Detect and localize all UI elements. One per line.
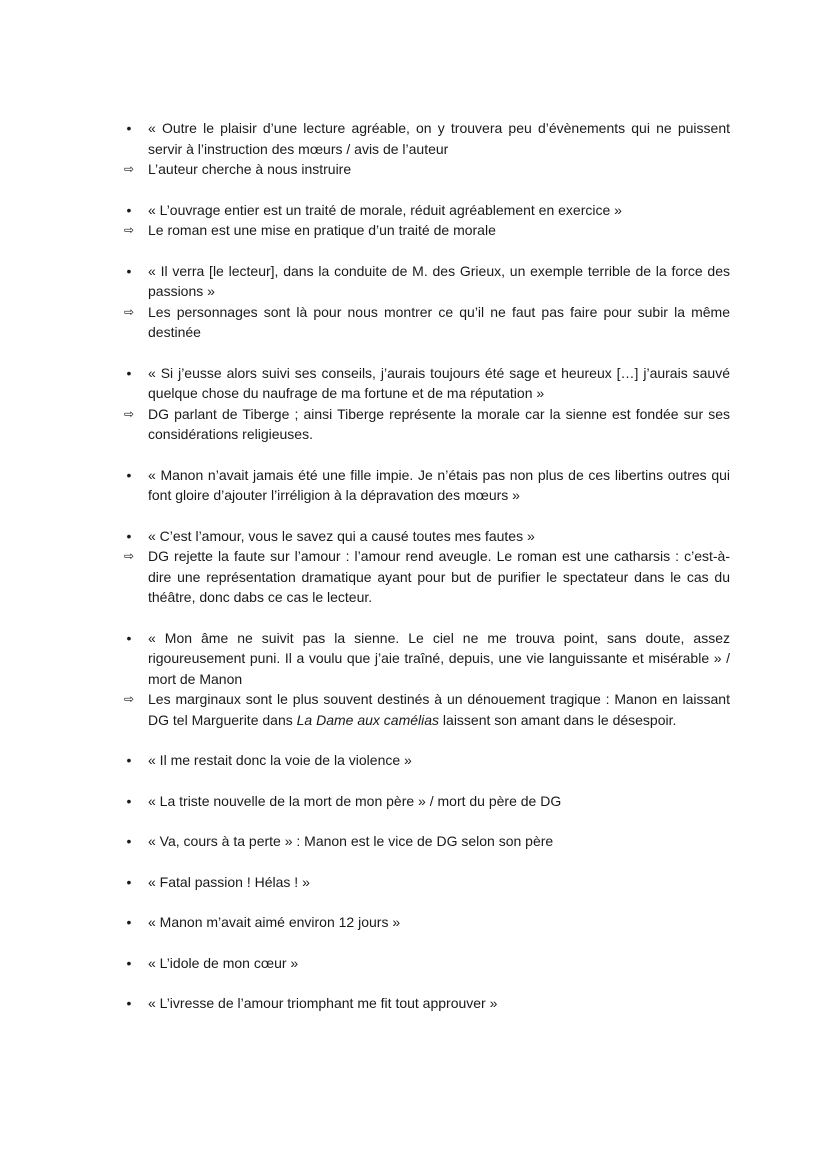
bullet-icon: • xyxy=(126,995,132,1011)
bullet-icon: • xyxy=(126,833,132,849)
comment-text-after: laissent son amant dans le désespoir. xyxy=(439,711,677,728)
arrow-right-icon: ⇨ xyxy=(123,162,135,176)
quote-line xyxy=(118,261,730,302)
arrow-right-icon: ⇨ xyxy=(123,406,135,421)
quote-text: « Manon n’avait jamais été une fille impie. Je n’étais pas non plus de ces libertins outres qui font gloire d’ajouter l’irréligion à la dépravation des mœurs » xyxy=(148,466,730,503)
note-group-13 xyxy=(118,953,730,974)
note-group-14 xyxy=(118,993,730,1014)
note-group-8 xyxy=(118,750,730,771)
quote-text: « L’idole de mon cœur » xyxy=(148,954,299,971)
comment-text-before: Les marginaux sont le plus souvent destinés à un dénouement tragique : Manon en laissant DG tel Marguerite dans xyxy=(148,691,730,728)
note-group-11 xyxy=(118,872,730,893)
quote-text: « Outre le plaisir d’une lecture agréable, on y trouvera peu d’évènements qui ne puissent servir à l’instruction des mœurs / avis de l’auteur xyxy=(148,120,730,157)
note-group-6 xyxy=(118,526,730,608)
quote-line xyxy=(118,118,730,159)
quote-text: « Fatal passion ! Hélas ! » xyxy=(148,873,310,890)
quote-text: « Manon m’avait aimé environ 12 jours » xyxy=(148,914,401,930)
note-group-2 xyxy=(118,200,730,241)
book-title: La Dame aux camélias xyxy=(296,711,440,728)
quote-line xyxy=(118,628,730,690)
bullet-icon: • xyxy=(126,466,132,483)
comment-line xyxy=(118,302,730,343)
notes-list xyxy=(118,118,730,1034)
bullet-icon: • xyxy=(126,262,132,279)
note-group-3 xyxy=(118,261,730,343)
note-group-5 xyxy=(118,465,730,506)
quote-text: « L’ouvrage entier est un traité de morale, réduit agréablement en exercice » xyxy=(148,201,622,218)
quote-text: « Il verra [le lecteur], dans la conduite de M. des Grieux, un exemple terrible de la force des passions » xyxy=(148,262,730,299)
quote-line xyxy=(118,526,730,547)
quote-line xyxy=(118,912,730,933)
comment-line xyxy=(118,546,730,608)
quote-text: « C’est l’amour, vous le savez qui a causé toutes mes fautes » xyxy=(148,527,535,544)
quote-line xyxy=(118,200,730,221)
comment-text: Les personnages sont là pour nous montrer ce qu’il ne faut pas faire pour subir la même destinée xyxy=(148,303,730,340)
note-group-12 xyxy=(118,912,730,933)
quote-line xyxy=(118,953,730,974)
comment-text xyxy=(148,691,730,728)
bullet-icon: • xyxy=(126,954,132,971)
bullet-icon: • xyxy=(126,527,132,544)
comment-text: DG rejette la faute sur l’amour : l’amour rend aveugle. Le roman est une catharsis : c’est-à-dire une représentation dramatique ayant pour but de purifier le spectateur dans le cas du théâtre, donc dabs ce cas le lecteur. xyxy=(148,548,730,605)
arrow-right-icon: ⇨ xyxy=(123,692,135,706)
quote-text: « Mon âme ne suivit pas la sienne. Le ciel ne me trouva point, sans doute, assez rigoureusement puni. Il a voulu que j’aie traîné, depuis, une vie languissante et misérable » / mort de Manon xyxy=(148,629,730,687)
quote-line xyxy=(118,750,730,771)
comment-line xyxy=(118,159,730,180)
quote-line xyxy=(118,872,730,893)
quote-text: « L’ivresse de l’amour triomphant me fit tout approuver » xyxy=(148,995,498,1011)
bullet-icon: • xyxy=(126,364,132,381)
quote-text: « Si j’eusse alors suivi ses conseils, j’aurais toujours été sage et heureux […] j’aurais sauvé quelque chose du naufrage de ma fortune et de ma réputation » xyxy=(148,364,730,401)
quote-line xyxy=(118,831,730,852)
comment-text: Le roman est une mise en pratique d’un traité de morale xyxy=(148,222,496,238)
comment-text: DG parlant de Tiberge ; ainsi Tiberge représente la morale car la sienne est fondée sur ses considérations religieuses. xyxy=(148,405,730,442)
note-group-7 xyxy=(118,628,730,731)
bullet-icon: • xyxy=(126,201,132,218)
quote-text: « La triste nouvelle de la mort de mon père » / mort du père de DG xyxy=(148,792,562,809)
comment-text: L’auteur cherche à nous instruire xyxy=(148,161,352,177)
quote-text: « Il me restait donc la voie de la violence » xyxy=(148,752,412,768)
arrow-right-icon: ⇨ xyxy=(123,549,135,563)
bullet-icon: • xyxy=(126,873,132,890)
comment-line xyxy=(118,404,730,445)
bullet-icon: • xyxy=(126,120,132,136)
bullet-icon: • xyxy=(126,914,132,930)
note-group-4 xyxy=(118,363,730,445)
bullet-icon: • xyxy=(126,792,132,809)
bullet-icon: • xyxy=(126,752,132,768)
arrow-right-icon: ⇨ xyxy=(123,304,135,319)
quote-line xyxy=(118,363,730,404)
quote-line xyxy=(118,465,730,506)
note-group-1 xyxy=(118,118,730,180)
arrow-right-icon: ⇨ xyxy=(123,223,135,237)
note-group-9 xyxy=(118,791,730,812)
note-group-10 xyxy=(118,831,730,852)
quote-line xyxy=(118,791,730,812)
quote-text: « Va, cours à ta perte » : Manon est le vice de DG selon son père xyxy=(148,833,554,849)
comment-line xyxy=(118,689,730,730)
bullet-icon: • xyxy=(126,629,132,646)
comment-line xyxy=(118,220,730,241)
quote-line xyxy=(118,993,730,1014)
